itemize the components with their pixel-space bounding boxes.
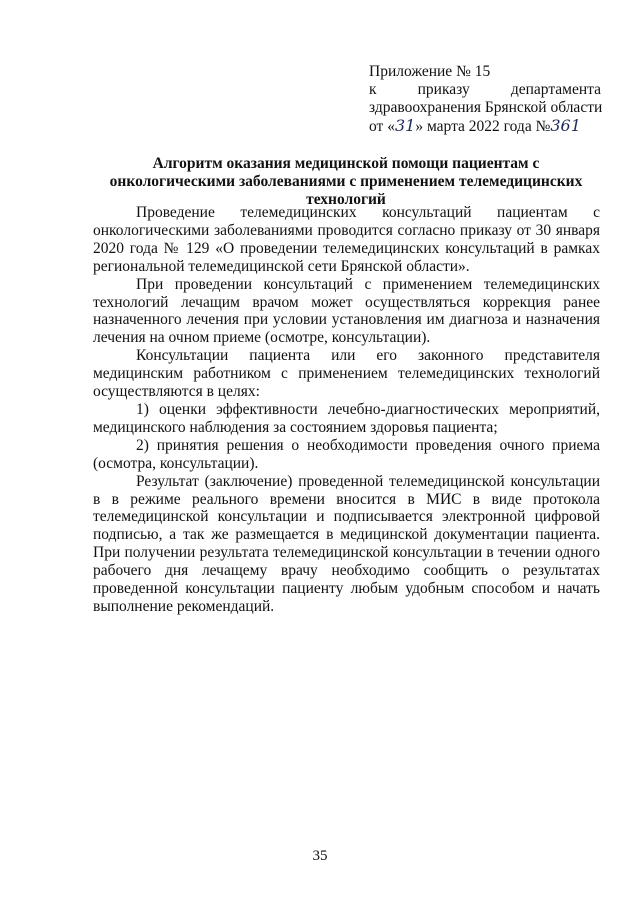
appendix-number: Приложение № 15 [369,63,491,80]
paragraph: При проведении консультаций с применением телемедицинских технологий лечащим врачом может осуществляться коррекция ранее назначенного лечения при условии установления им диагноза и назначения лечения на очном приеме (осмотре, консультации). [93,275,600,347]
document-title: Алгоритм оказания медицинской помощи пациентам с онкологическими заболеваниями с применением телемедицинских технологий [109,155,583,208]
paragraph: Консультации пациента или его законного представителя медицинским работником с применением телемедицинских технологий осуществляются в целях: [93,347,600,401]
appendix-to: к [369,81,377,98]
paragraph: Проведение телемедицинских консультаций пациентам с онкологическими заболеваниями проводится согласно приказу от 30 января 2020 года № 129 «О проведении телемедицинских консультаций в рамках региональной телемедицинской сети Брянской области». [93,204,600,275]
appendix-header [369,63,601,136]
appendix-department: департамента [510,81,601,98]
handwritten-order-number: 361 [550,116,581,135]
appendix-order: приказу [417,81,470,98]
appendix-health: здравоохранения Брянской области [369,99,603,116]
handwritten-day: 31 [394,116,416,135]
appendix-order-line [369,81,601,99]
appendix-date-line [369,117,601,136]
date-prefix: от « [369,118,395,135]
paragraph: Результат (заключение) проведенной телемедицинской консультации в в режиме реального времени вносится в МИС в виде протокола телемедицинской консультации и подписывается электронной цифровой подписью, а так же размещается в медицинской документации пациента. При получении результата телемедицинской консультации в течении одного рабочего дня лечащему врачу необходимо сообщить о результатах проведенной консультации пациенту любым удобным способом и начать выполнение рекомендаций. [93,472,600,615]
document-body [93,204,600,616]
paragraph: 1) оценки эффективности лечебно-диагностических мероприятий, медицинского наблюдения за состоянием здоровья пациента; [93,400,600,436]
paragraph: 2) принятия решения о необходимости проведения очного приема (осмотра, консультации). [93,436,600,472]
date-middle: » марта 2022 года № [415,118,551,135]
page-number: 35 [312,848,328,864]
